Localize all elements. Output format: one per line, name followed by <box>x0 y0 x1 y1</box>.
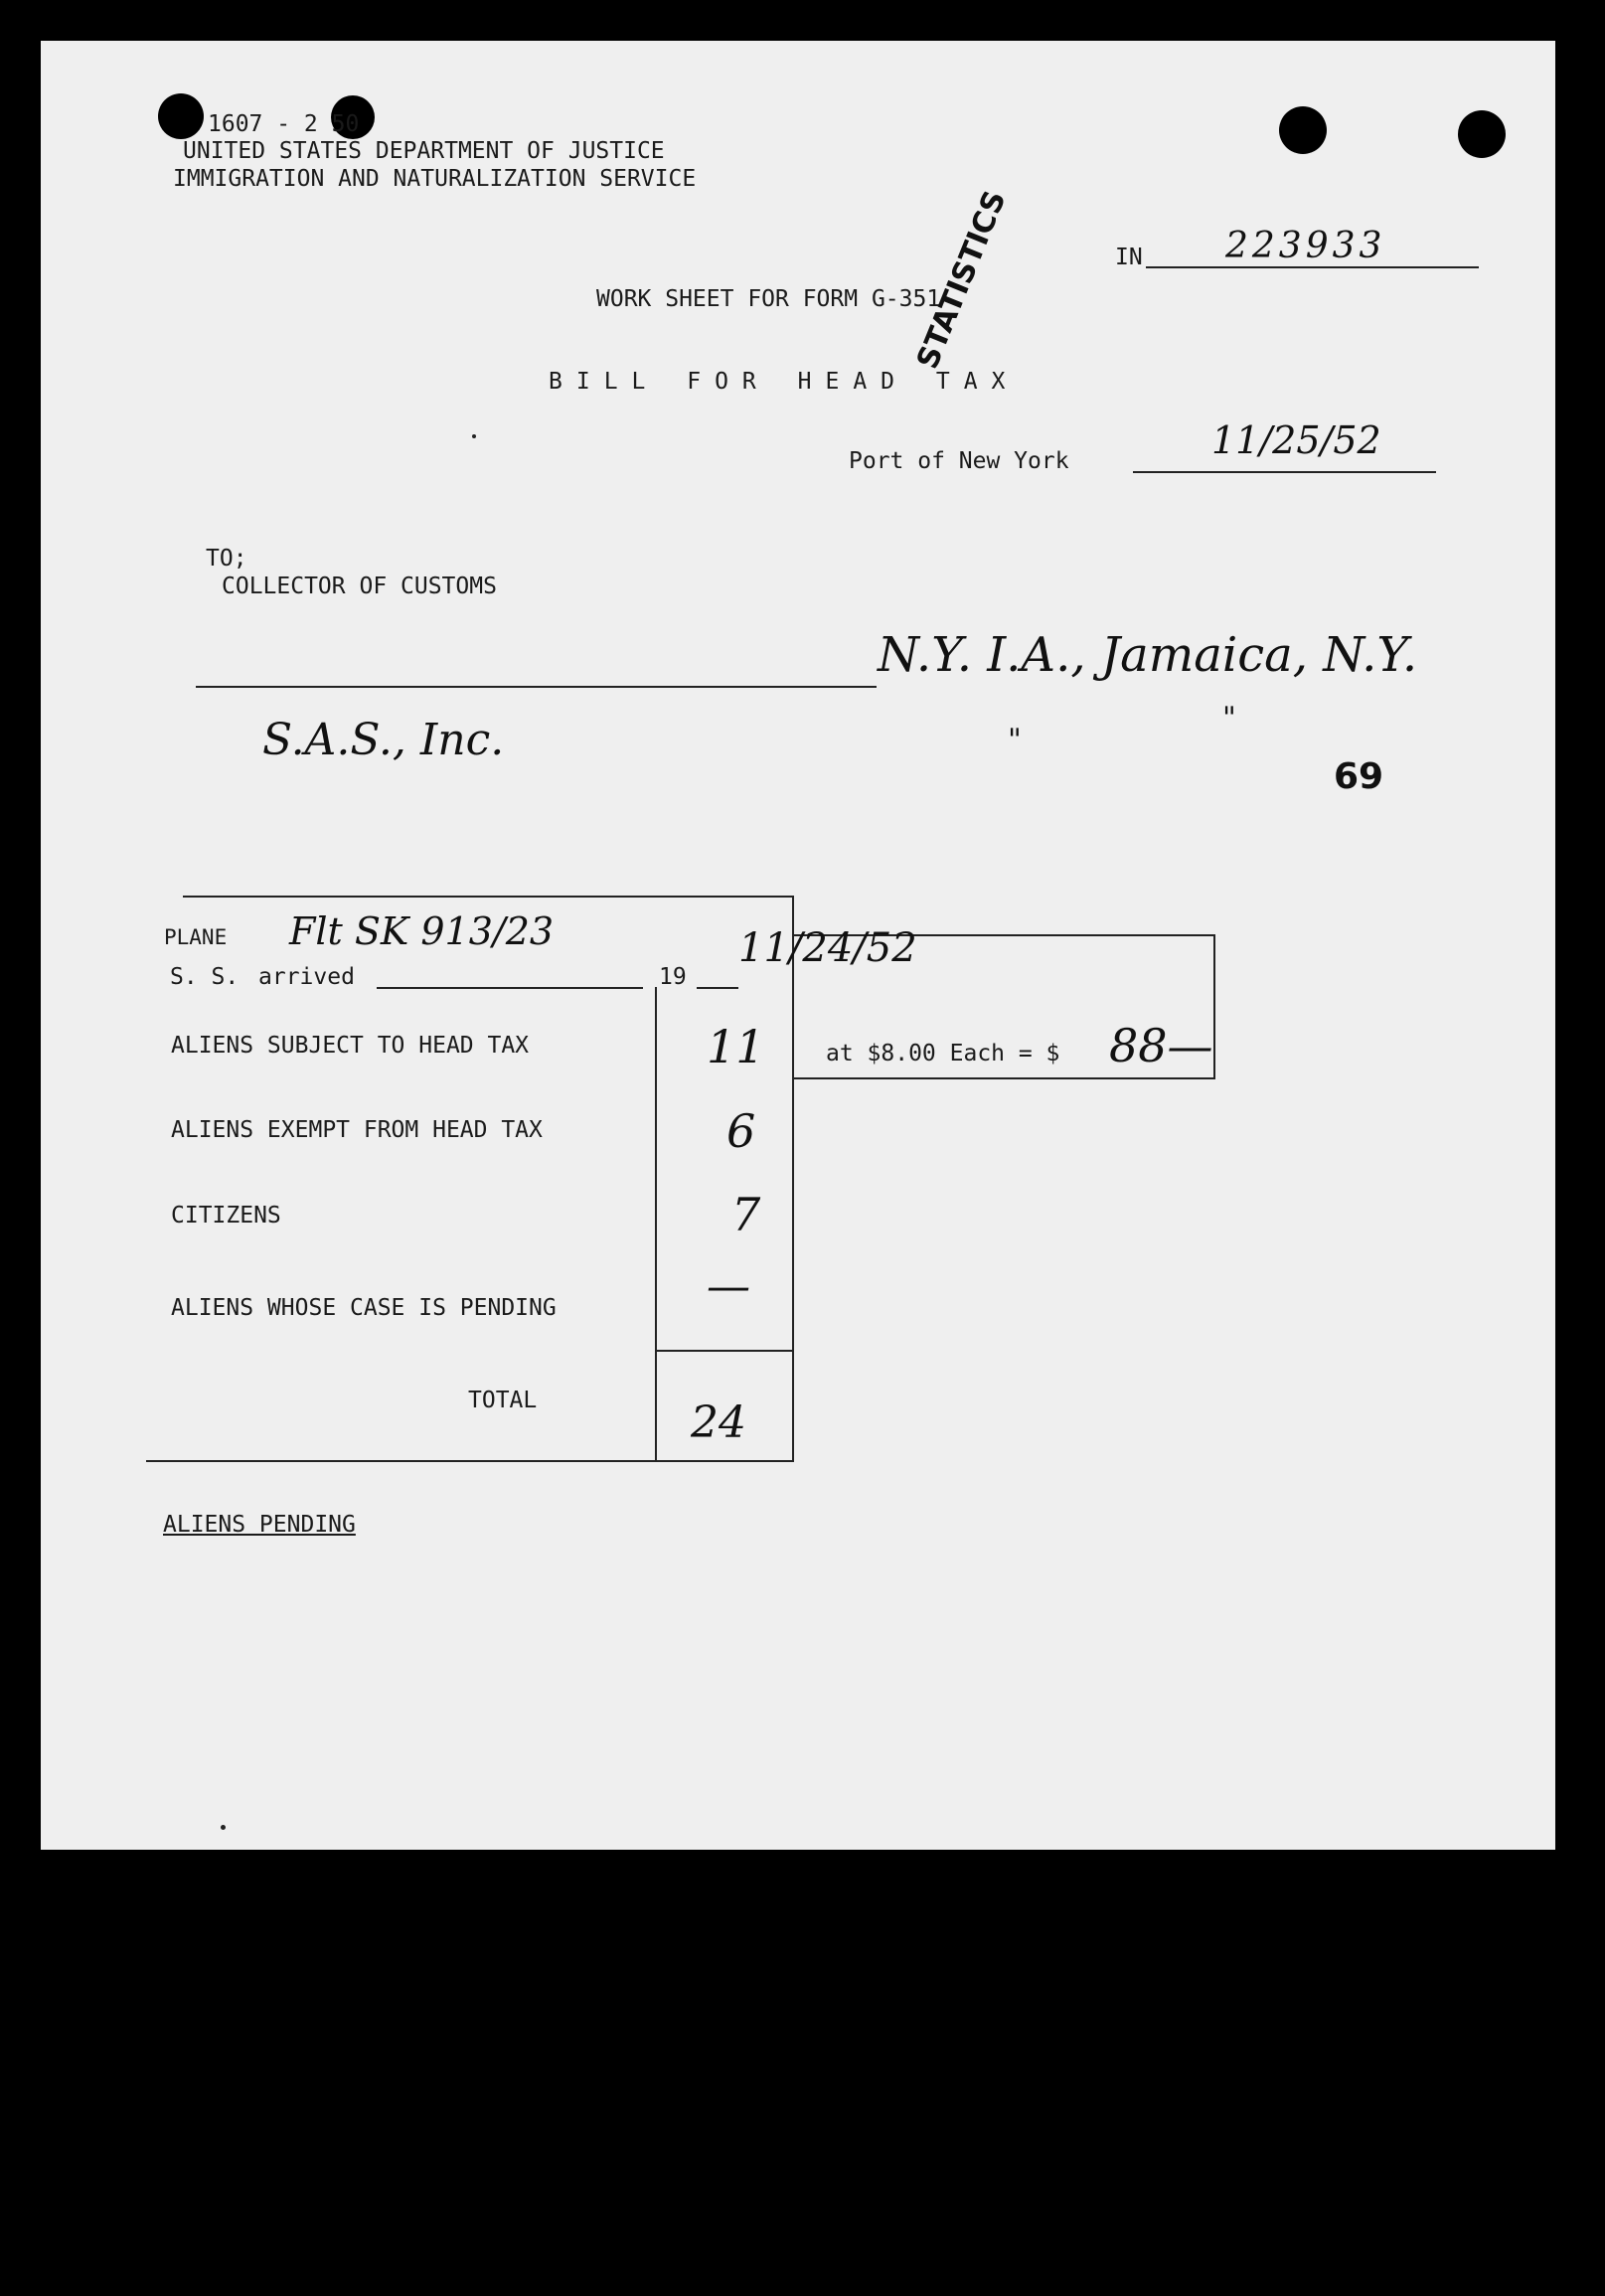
amount-handwritten: 88— <box>1109 1019 1213 1072</box>
form-code: 1607 - 2 50 <box>208 111 360 137</box>
address-line <box>196 686 877 688</box>
service-name: IMMIGRATION AND NATURALIZATION SERVICE <box>173 166 697 192</box>
in-label: IN <box>1115 245 1143 270</box>
row-label-citizens: CITIZENS <box>171 1203 281 1229</box>
total-separator <box>655 1350 794 1352</box>
punch-hole-top-right-1 <box>1279 106 1327 154</box>
in-number-underline <box>1146 266 1479 268</box>
rate-box-bottom <box>792 1077 1215 1079</box>
row-count-exempt: 6 <box>726 1104 756 1158</box>
to-label: TO; <box>206 546 247 572</box>
carrier-handwritten: S.A.S., Inc. <box>262 715 505 765</box>
punch-hole-top-right-2 <box>1458 110 1506 158</box>
paper-speck <box>221 1825 226 1830</box>
year-prefix: 19 <box>659 964 687 990</box>
statistics-stamp: STATISTICS <box>910 186 1014 375</box>
in-number: 223933 <box>1225 226 1386 266</box>
table-bottom-line <box>146 1460 794 1462</box>
ss-label: S. S. <box>170 964 240 990</box>
port-date-underline <box>1133 471 1436 473</box>
arrived-label: arrived <box>258 964 355 990</box>
total-label: TOTAL <box>468 1388 538 1413</box>
rate-box-right <box>1213 934 1215 1079</box>
row-count-subject: 11 <box>707 1020 765 1073</box>
form-subtitle: BILL FOR HEAD TAX <box>549 369 1020 395</box>
table-right-edge-upper <box>792 896 794 1462</box>
plane-label: PLANE <box>164 925 228 949</box>
total-value: 24 <box>691 1397 746 1448</box>
arrival-date-handwritten: 11/24/52 <box>738 925 917 971</box>
row-label-subject: ALIENS SUBJECT TO HEAD TAX <box>171 1033 530 1059</box>
paper-speck <box>472 434 476 438</box>
ditto-mark-2: " <box>1222 701 1236 736</box>
aliens-pending-footer: ALIENS PENDING <box>163 1512 356 1538</box>
page-number: 69 <box>1334 756 1384 797</box>
department-name: UNITED STATES DEPARTMENT OF JUSTICE <box>183 138 665 164</box>
document-page <box>41 41 1555 1850</box>
port-date: 11/25/52 <box>1211 418 1381 462</box>
rate-text: at $8.00 Each = $ <box>826 1041 1060 1066</box>
row-label-exempt: ALIENS EXEMPT FROM HEAD TAX <box>171 1117 543 1143</box>
count-column-left <box>655 987 657 1462</box>
row-count-pending: — <box>707 1261 750 1312</box>
ditto-mark-1: " <box>1008 723 1022 757</box>
table-top-line <box>183 896 794 898</box>
airport-handwritten: N.Y. I.A., Jamaica, N.Y. <box>878 627 1418 683</box>
flight-handwritten: Flt SK 913/23 <box>289 909 555 953</box>
year-underline <box>697 987 738 989</box>
row-label-pending: ALIENS WHOSE CASE IS PENDING <box>171 1295 557 1321</box>
form-title: WORK SHEET FOR FORM G-351 <box>596 286 941 312</box>
port-label: Port of New York <box>849 448 1069 474</box>
row-count-citizens: 7 <box>731 1188 761 1241</box>
arrived-underline <box>377 987 643 989</box>
collector-label: COLLECTOR OF CUSTOMS <box>222 574 497 599</box>
punch-hole-top-left <box>158 93 204 139</box>
